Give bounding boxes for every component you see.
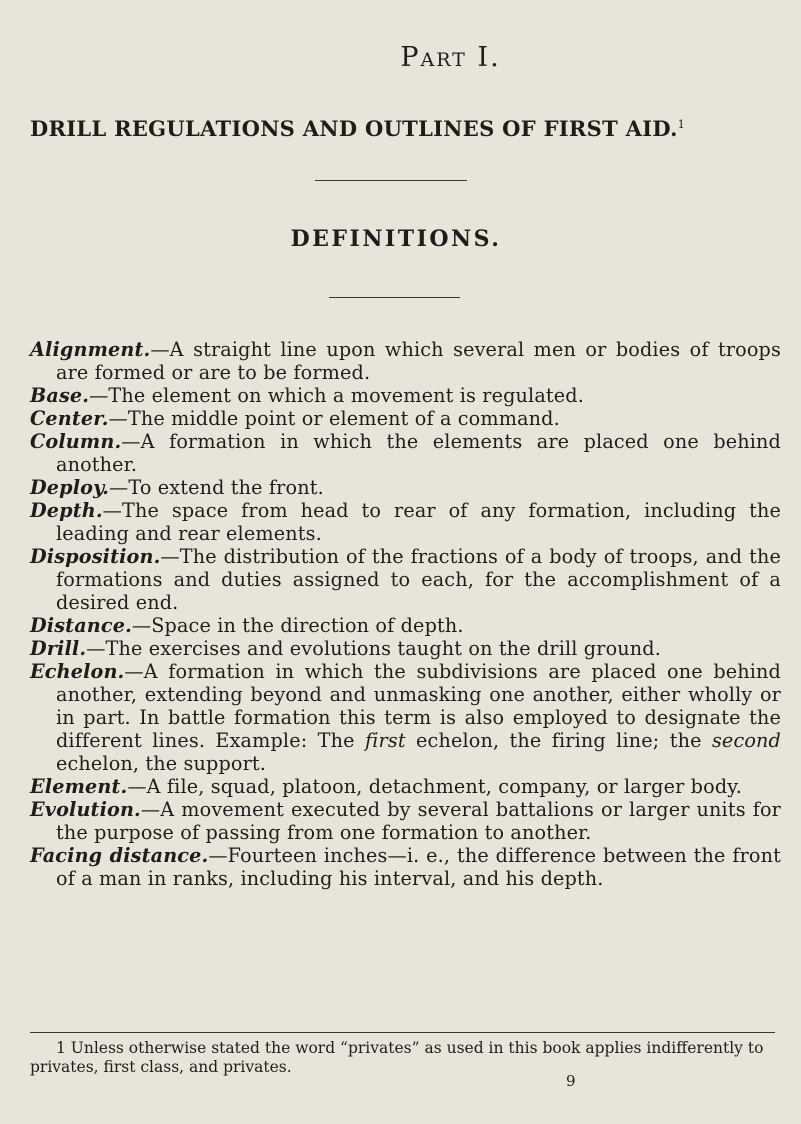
- definition-text: —Space in the direction of depth.: [131, 614, 464, 637]
- definition-text: —A straight line upon which several men or bodies of troops are formed or are to be formed.: [56, 338, 781, 384]
- definition-term: Center.: [30, 407, 109, 430]
- definition-text: —The middle point or element of a command.: [108, 407, 560, 430]
- definition-disposition: [0, 545, 801, 614]
- definition-text: —A formation in which the elements are placed one behind another.: [56, 430, 781, 476]
- main-title-text: DRILL REGULATIONS AND OUTLINES OF FIRST AID.: [30, 116, 678, 141]
- definition-emphasis: second: [711, 729, 781, 752]
- definition-text: —A file, squad, platoon, detachment, company, or larger body.: [127, 775, 742, 798]
- definition-text: echelon, the support.: [56, 752, 267, 775]
- definition-term: Column.: [30, 430, 122, 453]
- definition-text: —To extend the front.: [109, 476, 324, 499]
- definition-text: —The space from head to rear of any formation, including the leading and rear elements.: [56, 499, 781, 545]
- definition-drill: [0, 637, 801, 660]
- definition-facing-distance: [0, 844, 801, 890]
- definition-term: Drill.: [30, 637, 87, 660]
- title-rule: [315, 180, 467, 181]
- definition-term: Echelon.: [30, 660, 125, 683]
- definition-echelon: [0, 660, 801, 775]
- definition-text: —The exercises and evolutions taught on the drill ground.: [86, 637, 661, 660]
- definition-text: —A formation in which the subdivisions are placed one behind another, extending beyond and unmasking one another, either wholly or in part. In battle formation this term is also employed to designate the different lines. Example: The: [56, 660, 781, 752]
- definition-text: —The element on which a movement is regulated.: [89, 384, 584, 407]
- definitions-list: [0, 338, 801, 890]
- part-heading: Part I.: [400, 42, 501, 73]
- main-title: [30, 116, 790, 141]
- definition-term: Deploy.: [30, 476, 110, 499]
- footnote-text: 1 Unless otherwise stated the word “privates” as used in this book applies indifferently to privates, first class, and privates.: [30, 1039, 764, 1076]
- definition-term: Disposition.: [30, 545, 161, 568]
- definition-term: Facing distance.: [30, 844, 209, 867]
- definition-base: [0, 384, 801, 407]
- page-number: 9: [566, 1072, 576, 1090]
- definition-term: Element.: [30, 775, 128, 798]
- definition-center: [0, 407, 801, 430]
- definition-emphasis: first: [364, 729, 406, 752]
- definition-element: [0, 775, 801, 798]
- section-rule: [329, 297, 460, 298]
- definition-text: —Fourteen inches—i. e., the difference between the front of a man in ranks, including his interval, and his depth.: [56, 844, 781, 890]
- footnote-marker: 1: [677, 118, 686, 131]
- definition-distance: [0, 614, 801, 637]
- definition-alignment: [0, 338, 801, 384]
- definition-deploy: [0, 476, 801, 499]
- definition-term: Distance.: [30, 614, 132, 637]
- definition-term: Evolution.: [30, 798, 141, 821]
- definition-column: [0, 430, 801, 476]
- definition-depth: [0, 499, 801, 545]
- definition-term: Depth.: [30, 499, 103, 522]
- definition-text: —A movement executed by several battalions or larger units for the purpose of passing from one formation to another.: [56, 798, 781, 844]
- section-title: DEFINITIONS.: [290, 226, 502, 252]
- definition-text: —The distribution of the fractions of a body of troops, and the formations and duties assigned to each, for the accomplishment of a desired end.: [56, 545, 781, 614]
- footnote-rule: [30, 1032, 775, 1033]
- definition-term: Alignment.: [30, 338, 151, 361]
- definition-text: echelon, the firing line; the: [405, 729, 712, 752]
- definition-term: Base.: [30, 384, 90, 407]
- definition-evolution: [0, 798, 801, 844]
- footnote: [30, 1039, 790, 1077]
